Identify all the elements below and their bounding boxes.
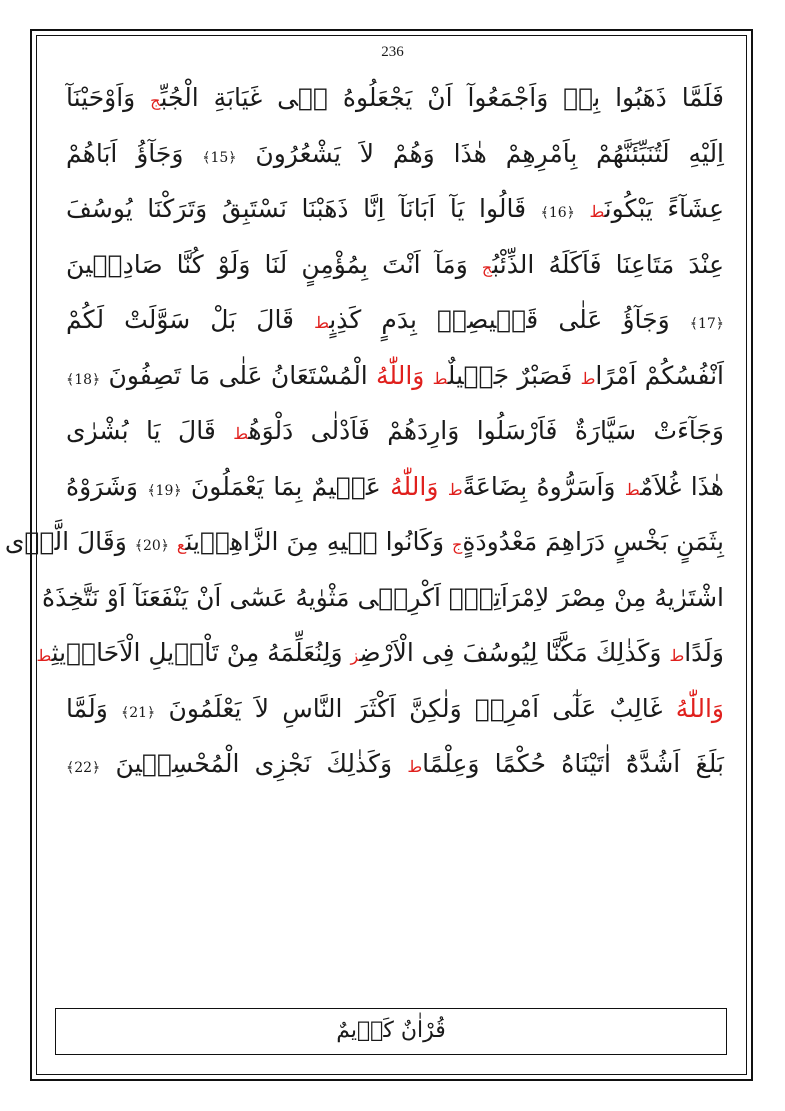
pause-mark: ط [233, 424, 249, 443]
text-line [66, 736, 724, 792]
text-line [66, 70, 724, 126]
ayah-number: ﴿17﴾ [689, 316, 724, 332]
verse-text: وَمَآ اَنْتَ بِمُؤْمِنٍ لَنَا وَلَوْ كُنَّا صَادِقٖينَ [66, 249, 482, 279]
verse-text: هٰذَا غُلاَمٌ [640, 471, 724, 501]
pause-mark: ز [350, 646, 360, 665]
footer-label: قُرْاٰنٌ كَرٖيمٌ [336, 1018, 446, 1043]
verse-text: وَشَرَوْهُ [66, 471, 148, 501]
verse-text: عِشَآءً يَبْكُونَ [604, 194, 724, 223]
pause-mark: ط [669, 646, 685, 665]
pause-mark: ط [589, 202, 605, 221]
ayah-number: ﴿21﴾ [121, 704, 156, 721]
verse-text [575, 194, 590, 223]
verse-text: وَجَآؤُ اَبَاهُمْ [66, 138, 203, 168]
verse-text: وَجَآءَتْ سَيَّارَةٌ فَاَرْسَلُوا وَارِدَهُمْ فَاَدْلٰى دَلْوَهُ [248, 416, 724, 445]
verse-text: قَالَ بَلْ سَوَّلَتْ لَكُمْ [66, 305, 315, 334]
ayah-number: ﴿16﴾ [540, 205, 575, 221]
verse-text: اشْتَرٰيهُ مِنْ مِصْرَ لاِمْرَاَتِهٖٓ اَكْرِمٖى مَثْوٰيهُ عَسٰٓى اَنْ يَنْفَعَنَآ اَوْ نَتَّخِذَهُ [41, 582, 724, 612]
divine-name: وَاللّٰهُ [376, 360, 425, 390]
pause-mark: ط [447, 479, 463, 499]
pause-mark: ط [407, 757, 423, 776]
text-line [66, 681, 724, 737]
verse-text: فَصَبْرٌ جَمٖيلٌ [447, 360, 581, 390]
verse-text: وَقَالَ الَّذٖى [4, 527, 135, 556]
text-line [36, 625, 724, 681]
quran-text-block [4, 70, 725, 792]
ayah-number: ﴿22﴾ [66, 760, 101, 776]
verse-text: اَنْفُسُكُمْ اَمْرًا [595, 360, 724, 390]
pause-mark: ج [481, 257, 493, 277]
verse-text [438, 472, 447, 501]
text-line [66, 181, 724, 237]
text-line [41, 570, 724, 626]
pause-mark: ج [150, 91, 161, 110]
text-line [66, 403, 724, 459]
text-line [66, 292, 724, 348]
ayah-number: ﴿15﴾ [202, 149, 237, 166]
pause-mark: ط [432, 368, 448, 388]
pause-mark: ط [314, 313, 330, 332]
text-line [66, 126, 724, 182]
verse-text: بَلَغَ اَشُدَّهُٓ اٰتَيْنَاهُ حُكْمًا وَعِلْمًا [422, 749, 724, 778]
text-line [66, 459, 724, 515]
divine-name: وَاللّٰهُ [390, 471, 439, 501]
verse-text: غَالِبٌ عَلٰٓى اَمْرِهٖ وَلٰكِنَّ اَكْثَرَ النَّاسِ لاَ يَعْلَمُونَ [155, 693, 676, 723]
verse-text: اِلَيْهِ لَتُنَبِّئَنَّهُمْ بِاَمْرِهِمْ هٰذَا وَهُمْ لاَ يَشْعُرُونَ [236, 138, 725, 168]
pause-mark: ج [452, 535, 463, 554]
footer-box [55, 1008, 727, 1055]
verse-text: وَلَمَّا [66, 693, 122, 723]
verse-text: وَكَذٰلِكَ نَجْزِى الْمُحْسِنٖينَ [100, 749, 408, 778]
verse-text: وَلِنُعَلِّمَهُ مِنْ تَاْوٖيلِ الْاَحَادٖيثِ [51, 638, 351, 667]
ayah-number: ﴿19﴾ [147, 482, 182, 499]
verse-text: وَكَذٰلِكَ مَكَّنَّا لِيُوسُفَ فِى الْاَرْضِ [359, 638, 670, 667]
verse-text: وَجَآؤُ عَلٰى قَمٖيصِهٖ بِدَمٍ كَذِبٍ [329, 305, 690, 334]
verse-text: قَالَ يَا بُشْرٰى [66, 416, 234, 445]
divine-name: وَاللّٰهُ [675, 693, 725, 723]
ayah-number: ﴿18﴾ [66, 371, 101, 388]
pause-mark: ع [176, 535, 186, 554]
text-line [66, 237, 724, 293]
pause-mark: ط [624, 479, 640, 499]
pause-mark: ط [36, 646, 52, 665]
verse-text: وَكَانُوا فٖيهِ مِنَ الزَّاهِدٖينَ [185, 527, 453, 556]
verse-text: قَالُوا يَآ اَبَانَآ اِنَّا ذَهَبْنَا نَسْتَبِقُ وَتَرَكْنَا يُوسُفَ [66, 194, 541, 223]
verse-text [424, 361, 432, 390]
verse-text: الْمُسْتَعَانُ عَلٰى مَا تَصِفُونَ [100, 360, 377, 390]
verse-text: عَلٖيمٌ بِمَا يَعْمَلُونَ [181, 471, 391, 501]
verse-text: بِثَمَنٍ بَخْسٍ دَرَاهِمَ مَعْدُودَةٍ [462, 527, 724, 556]
verse-text: عِنْدَ مَتَاعِنَا فَاَكَلَهُ الذِّئْبُ [492, 249, 724, 279]
verse-text: وَاَسَرُّوهُ بِضَاعَةً [462, 471, 625, 501]
page-number: 236 [381, 44, 404, 60]
verse-text: وَاَوْحَيْنَآ [66, 83, 151, 112]
ayah-number: ﴿20﴾ [134, 538, 169, 554]
pause-mark: ط [580, 368, 596, 388]
verse-text [169, 527, 177, 556]
verse-text: فَلَمَّا ذَهَبُوا بِهٖ وَاَجْمَعُوآ اَنْ يَجْعَلُوهُ فٖى غَيَابَةِ الْجُبِّ [160, 83, 724, 112]
text-line [4, 514, 724, 570]
text-line [66, 348, 724, 404]
verse-text: وَلَدًا [684, 638, 724, 667]
